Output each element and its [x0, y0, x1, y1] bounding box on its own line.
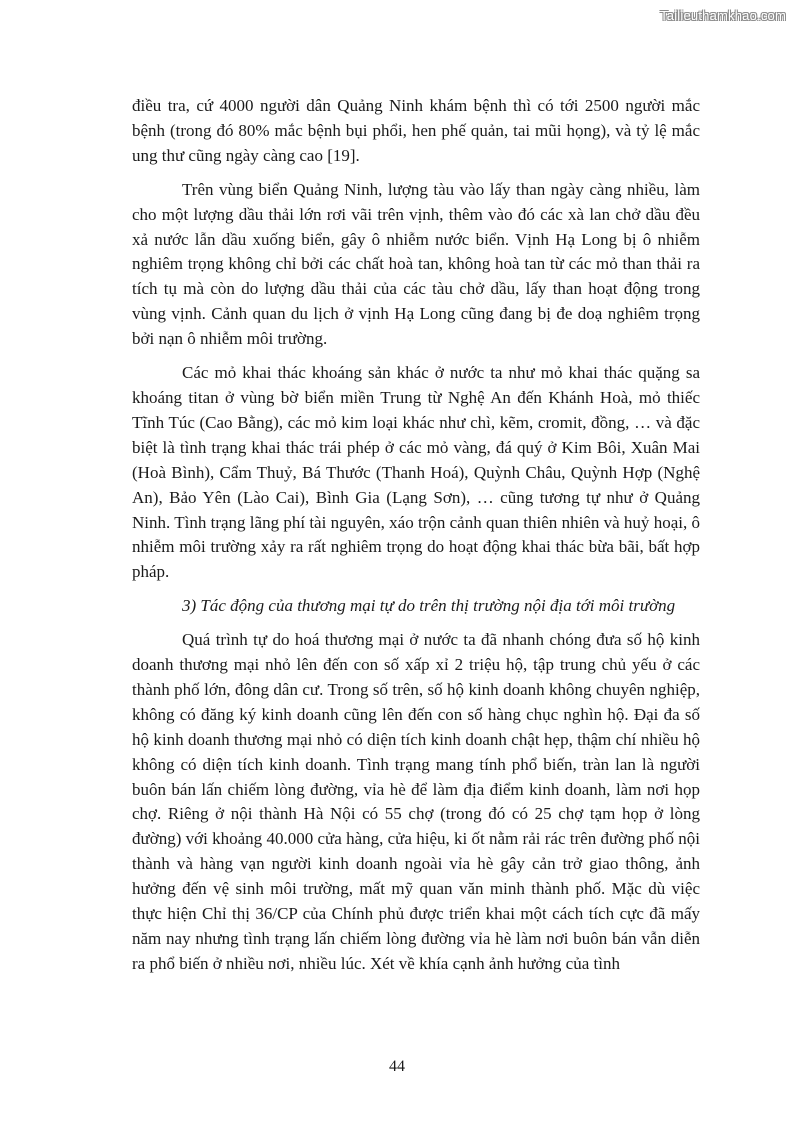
paragraph-continuation: điều tra, cứ 4000 người dân Quảng Ninh khám bệnh thì có tới 2500 người mắc bệnh (trong đó 80% mắc bệnh bụi phổi, hen phế quản, tai mũi họng), và tỷ lệ mắc ung thư cũng ngày càng cao [19]. [132, 96, 700, 165]
site-watermark: Tailieuthamkhao.com [660, 8, 786, 23]
page-number: 44 [389, 1058, 405, 1075]
section-heading: 3) Tác động của thương mại tự do trên thị trường nội địa tới môi trường [182, 596, 676, 616]
paragraph-trade-liberalization: Quá trình tự do hoá thương mại ở nước ta đã nhanh chóng đưa số hộ kinh doanh thương mại nhỏ lên đến con số xấp xỉ 2 triệu hộ, tập trung chủ yếu ở các thành phố lớn, đông dân cư. Trong số trên, số hộ kinh doanh không chuyên nghiệp, không có đăng ký kinh doanh cũng lên đến con số hàng chục nghìn hộ. Đại đa số hộ kinh doanh thương mại nhỏ có diện tích kinh doanh chật hẹp, thậm chí nhiều hộ không có diện tích kinh doanh. Tình trạng mang tính phổ biến, tràn lan là người buôn bán lấn chiếm lòng đường, vỉa hè để làm địa điểm kinh doanh, làm nơi họp chợ. Riêng ở nội thành Hà Nội có 55 chợ (trong đó có 25 chợ tạm họp ở lòng đường) với khoảng 40.000 cửa hàng, cửa hiệu, ki ốt nằm rải rác trên đường phố nội thành và hàng vạn người kinh doanh ngoài vỉa hè gây cản trở giao thông, ảnh hưởng đến vệ sinh môi trường, mất mỹ quan văn minh thành phố. Mặc dù việc thực hiện Chỉ thị 36/CP của Chính phủ được triển khai một cách tích cực đã mấy năm nay nhưng tình trạng lấn chiếm lòng đường vỉa hè làm nơi buôn bán vẫn diễn ra phổ biến ở nhiều nơi, nhiều lúc. Xét về khía cạnh ảnh hưởng của tình [132, 630, 700, 973]
paragraph-quang-ninh-sea: Trên vùng biển Quảng Ninh, lượng tàu vào lấy than ngày càng nhiều, làm cho một lượng dầu thải lớn rơi vãi trên vịnh, thêm vào đó các xà lan chở dầu đều xả nước lẫn dầu xuống biển, gây ô nhiễm nước biển. Vịnh Hạ Long bị ô nhiễm nghiêm trọng không chỉ bởi các chất hoà tan, không hoà tan từ các mỏ than thải ra tích tụ mà còn do lượng dầu thải của các tàu chở dầu, lấy than hoạt động trong vùng vịnh. Cảnh quan du lịch ở vịnh Hạ Long cũng đang bị đe doạ nghiêm trọng bởi nạn ô nhiễm môi trường. [132, 179, 700, 349]
paragraph-mining-sites: Các mỏ khai thác khoáng sản khác ở nước ta như mỏ khai thác quặng sa khoáng titan ở vùng bờ biển miền Trung từ Nghệ An đến Khánh Hoà, mỏ thiếc Tĩnh Túc (Cao Bằng), các mỏ kim loại khác như chì, kẽm, cromit, đồng, … và đặc biệt là tình trạng khai thác trái phép ở các mỏ vàng, đá quý ở Kim Bôi, Xuân Mai (Hoà Bình), Cẩm Thuỷ, Bá Thước (Thanh Hoá), Quỳnh Châu, Quỳnh Hợp (Nghệ An), Bảo Yên (Lào Cai), Bình Gia (Lạng Sơn), … cũng tương tự như ở Quảng Ninh. Tình trạng lãng phí tài nguyên, xáo trộn cảnh quan thiên nhiên và huỷ hoại, ô nhiễm môi trường xảy ra rất nghiêm trọng do hoạt động khai thác bừa bãi, bất hợp pháp. [132, 363, 700, 582]
page-body [132, 94, 700, 977]
